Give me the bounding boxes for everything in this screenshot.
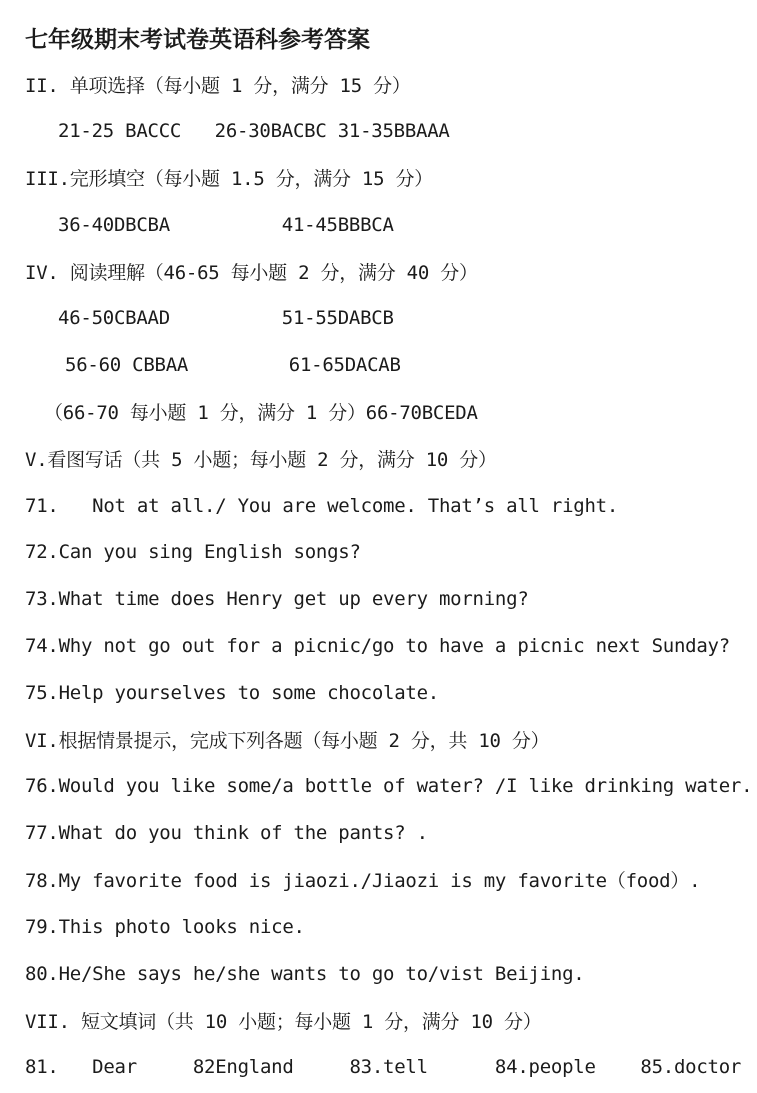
answer-76: 76.Would you like some/a bottle of water? /I like drinking water. [25, 775, 753, 798]
answer-75: 75.Help yourselves to some chocolate. [25, 681, 439, 704]
answer-78: 78.My favorite food is jiaozi./Jiaozi is my favorite（food）. [25, 870, 701, 893]
answers-21-35: 21-25 BACCC 26-30BACBC 31-35BBAAA [58, 120, 450, 143]
section-iv-heading: IV. 阅读理解（46-65 每小题 2 分，满分 40 分） [25, 262, 478, 285]
answers-66-70-note: （66-70 每小题 1 分，满分 1 分）66-70BCEDA [44, 402, 478, 425]
answer-72: 72.Can you sing English songs? [25, 541, 361, 564]
answer-71: 71. Not at all./ You are welcome. That’s all right. [25, 494, 619, 517]
section-iii-heading: III.完形填空（每小题 1.5 分，满分 15 分） [25, 168, 433, 191]
answer-73: 73.What time does Henry get up every morning? [25, 588, 529, 611]
answer-77: 77.What do you think of the pants? . [25, 822, 428, 845]
answer-79: 79.This photo looks nice. [25, 915, 305, 938]
answers-46-55: 46-50CBAAD 51-55DABCB [58, 307, 394, 330]
answers-81-85: 81. Dear 82England 83.tell 84.people 85.doctor [25, 1056, 742, 1079]
section-ii-heading: II. 单项选择（每小题 1 分，满分 15 分） [25, 74, 411, 97]
answer-80: 80.He/She says he/she wants to go to/vist Beijing. [25, 962, 585, 985]
page-title: 七年级期末考试卷英语科参考答案 [25, 27, 370, 53]
section-vi-heading: VI.根据情景提示，完成下列各题（每小题 2 分，共 10 分） [25, 730, 550, 753]
answers-56-65: 56-60 CBBAA 61-65DACAB [65, 354, 401, 377]
section-vii-heading: VII. 短文填词（共 10 小题；每小题 1 分，满分 10 分） [25, 1010, 542, 1033]
answers-36-45: 36-40DBCBA 41-45BBBCA [58, 213, 394, 236]
section-v-heading: V.看图写话（共 5 小题；每小题 2 分，满分 10 分） [25, 449, 497, 472]
answer-74: 74.Why not go out for a picnic/go to have a picnic next Sunday? [25, 634, 730, 657]
